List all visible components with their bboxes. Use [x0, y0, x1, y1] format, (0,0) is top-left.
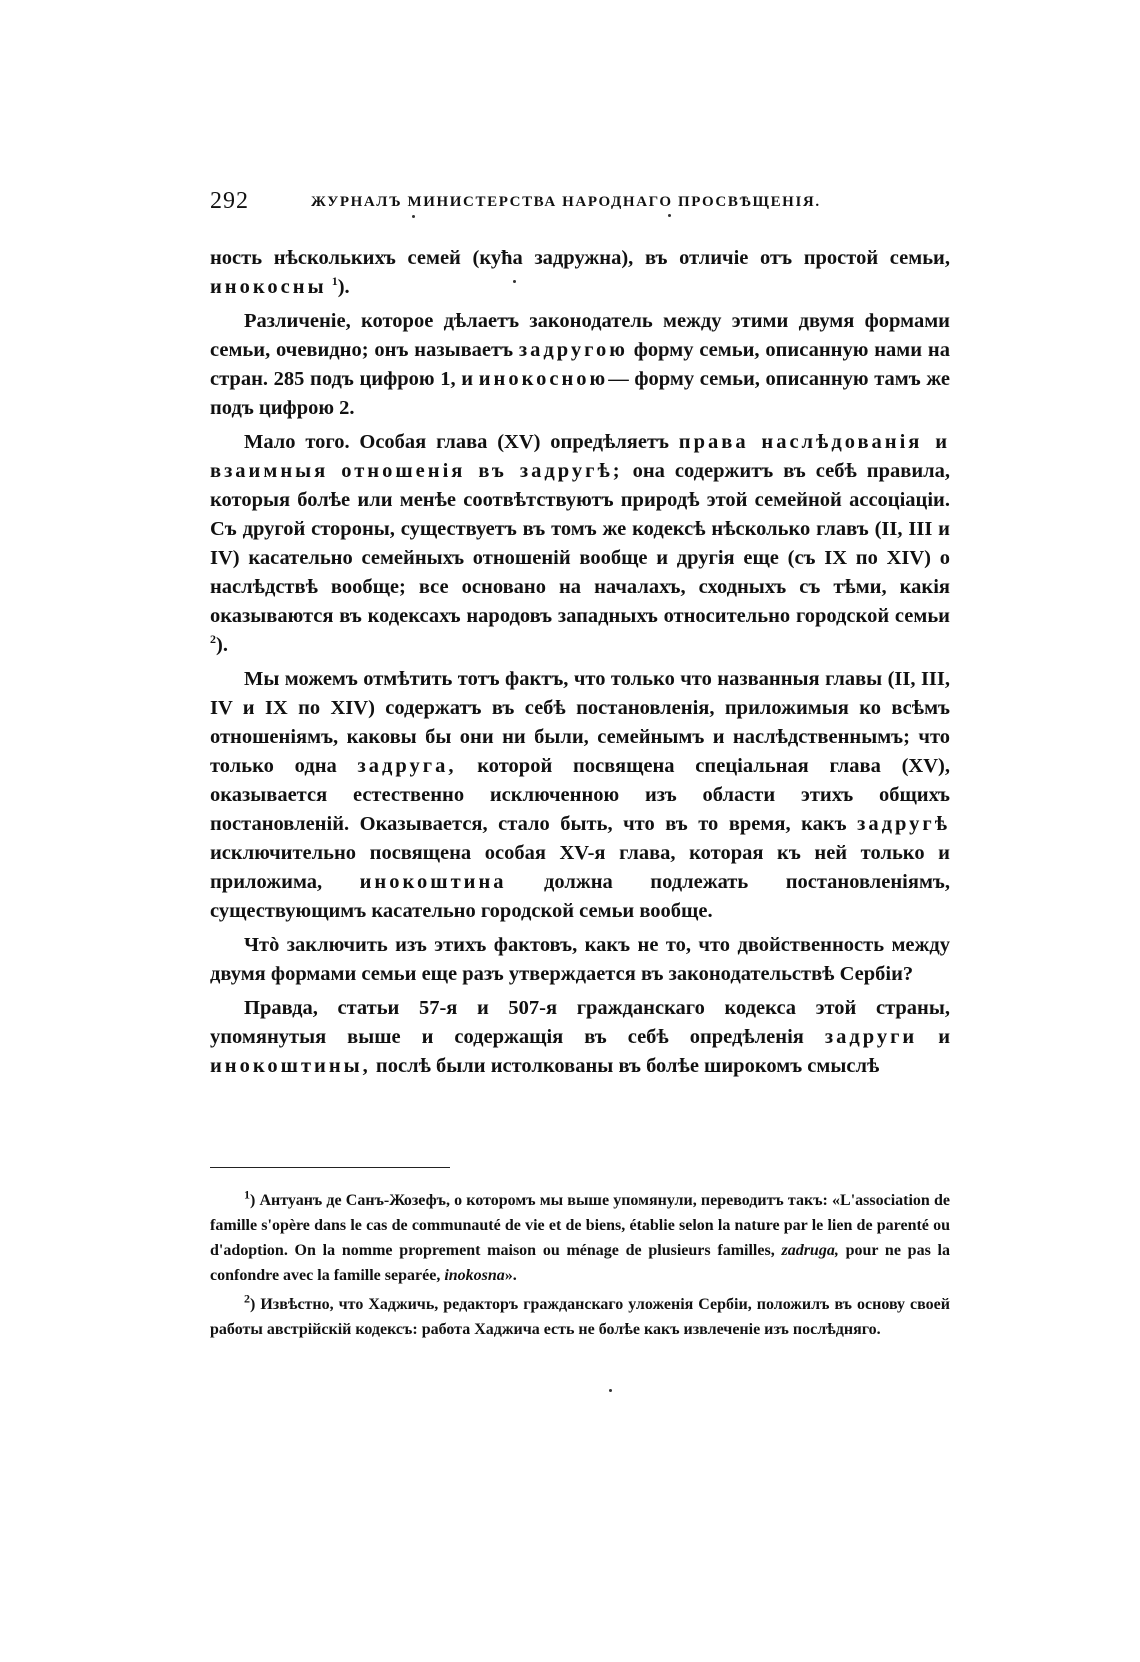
paragraph-5: Чтò заключить изъ этихъ фактовъ, какъ не то, что двойственность между двумя формами семьи еще разъ утверждается въ законодательствѣ Сербіи?: [210, 934, 950, 985]
footnotes: [210, 1188, 950, 1346]
p4-b: задруга,: [357, 755, 457, 777]
p1-spaced: инокосны: [210, 276, 327, 298]
p3-b: права наслѣдованія и взаимныя отношенія въ задругѣ;: [210, 431, 951, 482]
p2-c: форму семьи, описанную нами на стран. 285 подъ цифрою 1, и: [210, 339, 950, 390]
p6-b: задруги: [824, 1026, 918, 1048]
paragraph-2: [210, 307, 950, 423]
p6-a: Правда, статьи 57-я и 507-я гражданскаго кодекса этой страны, упомянутыя выше и содержащія въ себѣ опредѣленія: [210, 997, 950, 1048]
footnote-ref-2: 2: [210, 632, 216, 647]
footnote-ref-1: 1: [331, 274, 338, 289]
print-speck: [513, 280, 516, 283]
p3-a: Мало того. Особая глава (XV) опредѣляетъ: [244, 431, 669, 453]
p3-c: она содержитъ въ себѣ правила, которыя болѣе или менѣе соотвѣтствуютъ природѣ этой семейной ассоціаціи. Съ другой стороны, существуетъ въ томъ же кодексѣ нѣсколько главъ (II, III и IV) касательно семейныхъ отношеній вообще и другія еще (съ IX по XIV) о наслѣдствѣ вообще; все основано на началахъ, сходныхъ съ тѣми, какія оказываются въ кодексахъ народовъ западныхъ относительно городской семьи: [210, 460, 951, 627]
print-speck: [609, 1389, 612, 1392]
footnote-1: [210, 1188, 950, 1288]
paragraph-6: [210, 994, 950, 1081]
print-speck: [668, 214, 671, 217]
paragraph-1: [210, 244, 950, 302]
p6-c: и: [938, 1026, 951, 1048]
p4-c: которой посвящена спеціальная глава (XV), оказывается естественно исключенною изъ области этихъ общихъ постановленій. Оказывается, стало быть, что въ то время, какъ: [210, 755, 950, 835]
footnote-2: [210, 1292, 950, 1342]
p2-b: задругою: [518, 339, 628, 361]
footnote-1-d: inokosna: [444, 1267, 505, 1284]
p6-d: инокоштины,: [210, 1055, 371, 1077]
p4-e: исключительно посвящена особая XV-я глава, которая къ ней только и приложима,: [210, 842, 950, 893]
p3-tail: ).: [216, 634, 228, 656]
footnote-1-mark: 1: [244, 1187, 250, 1202]
p2-e: — форму семьи, описанную тамъ же подъ цифрою 2.: [210, 368, 951, 419]
main-text: [210, 244, 950, 1086]
p2-a: Различеніе, которое дѣлаетъ законодатель между этими двумя формами семьи, очевидно; онъ называетъ: [210, 310, 950, 361]
page-number: 292: [210, 188, 249, 214]
running-title: ЖУРНАЛЪ МИНИСТЕРСТВА НАРОДНАГО ПРОСВѢЩЕНІЯ.: [311, 194, 821, 210]
footnote-1-c: pour ne pas la confondre avec la famille separée,: [210, 1242, 951, 1284]
paragraph-4: [210, 665, 950, 926]
footnote-1-b: zadruga,: [781, 1242, 839, 1259]
p4-a: Мы можемъ отмѣтить тотъ фактъ, что только что названныя главы (II, III, IV и IX по XIV) содержатъ въ себѣ постановленія, приложимыя ко всѣмъ отношеніямъ, каковы бы они ни были, семейнымъ и наслѣдственнымъ; что только одна: [210, 668, 950, 777]
footnote-1-e: ».: [504, 1267, 517, 1284]
p1-text: ность нѣсколькихъ семей (куħа задружна), въ отличіе отъ простой семьи,: [210, 247, 950, 269]
footnote-1-a: ) Антуанъ де Санъ-Жозефъ, о которомъ мы выше упомянули, переводитъ такъ: «L'association de famille s'opère dans le cas de communauté de vie et de biens, établie selon la nature par le lien de parenté ou d'adoption. On la nomme proprement maison ou ménage de plusieurs familles,: [210, 1192, 950, 1259]
p6-e: послѣ были истолкованы въ болѣе широкомъ смыслѣ: [375, 1055, 880, 1077]
p4-d: задругѣ: [857, 813, 951, 835]
p1-tail: ).: [337, 276, 350, 298]
print-speck: [412, 215, 415, 218]
footnote-divider: [210, 1167, 450, 1168]
p4-f: инокоштина: [359, 871, 507, 893]
footnote-2-mark: 2: [244, 1291, 250, 1306]
p4-g: должна подлежать постановленіямъ, существующимъ касательно городской семьи вообще.: [210, 871, 951, 922]
p2-d: инокосною: [478, 368, 609, 390]
footnote-2-text: ) Извѣстно, что Хаджичь, редакторъ гражданскаго уложенія Сербіи, положилъ въ основу своей работы австрійскій кодексъ: работа Хаджича есть не болѣе какъ извлеченіе изъ послѣдняго.: [210, 1296, 950, 1338]
paragraph-3: [210, 428, 950, 660]
page-header: [210, 188, 950, 228]
